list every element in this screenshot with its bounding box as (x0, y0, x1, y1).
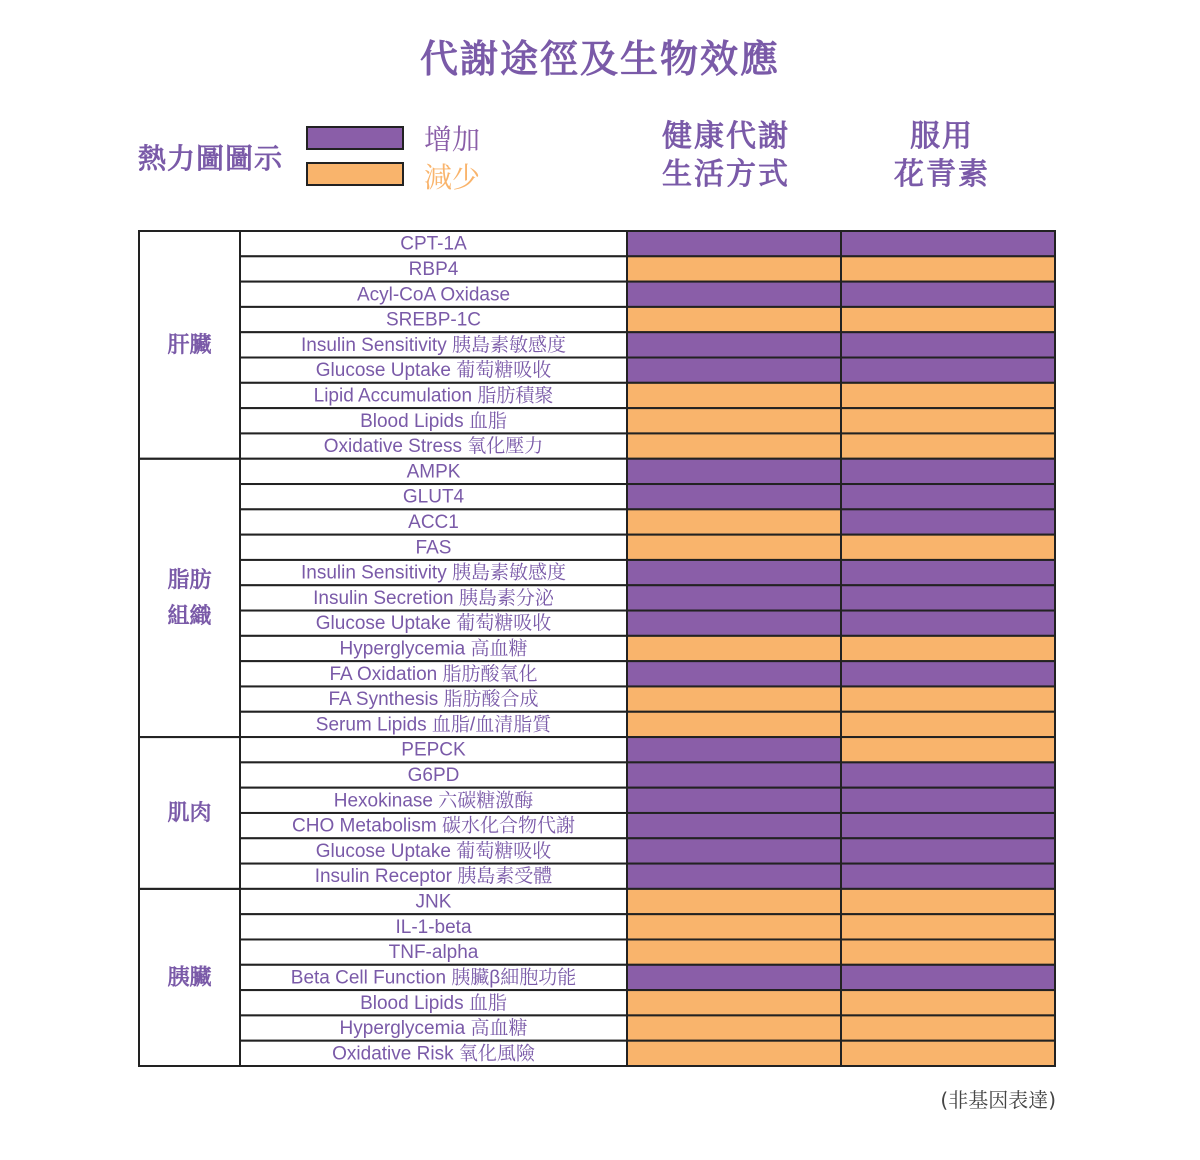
heatmap-cell (627, 737, 841, 762)
row-label: CPT-1A (400, 233, 467, 255)
heatmap-cell (627, 358, 841, 383)
row-label: Hyperglycemia 高血糖 (339, 1018, 528, 1040)
heatmap-cell (841, 231, 1055, 256)
row-label: Lipid Accumulation 脂肪積聚 (313, 385, 554, 407)
heatmap-cell (841, 636, 1055, 661)
column-header-line: 花青素 (894, 157, 990, 192)
row-label: Glucose Uptake 葡萄糖吸收 (315, 360, 552, 382)
heatmap-cell (841, 1041, 1055, 1066)
heatmap-cell (627, 1041, 841, 1066)
row-label: Insulin Sensitivity 胰島素敏感度 (300, 334, 567, 356)
heatmap-cell (627, 1015, 841, 1040)
heatmap-cell (627, 636, 841, 661)
row-label: Glucose Uptake 葡萄糖吸收 (315, 840, 552, 862)
heatmap-cell (627, 914, 841, 939)
row-label: G6PD (407, 765, 460, 787)
row-label: Serum Lipids 血脂/血清脂質 (315, 714, 552, 736)
heatmap-cell (841, 509, 1055, 534)
chart-title: 代謝途徑及生物效應 (419, 37, 780, 81)
heatmap-cell (841, 433, 1055, 458)
row-label: Acyl-CoA Oxidase (356, 284, 511, 306)
row-label: PEPCK (401, 739, 466, 761)
heatmap-cell (841, 1015, 1055, 1040)
row-label: FAS (415, 537, 452, 559)
heatmap-cell (627, 509, 841, 534)
column-header-line: 生活方式 (662, 157, 790, 192)
heatmap-cell (627, 307, 841, 332)
heatmap-cell (841, 914, 1055, 939)
row-label: Insulin Secretion 胰島素分泌 (313, 587, 554, 609)
heatmap-cell (627, 585, 841, 610)
heatmap-cell (841, 838, 1055, 863)
row-label: SREBP-1C (385, 309, 482, 331)
row-label: JNK (415, 891, 452, 913)
row-label: Oxidative Stress 氧化壓力 (323, 436, 544, 458)
row-label: FA Synthesis 脂肪酸合成 (328, 689, 539, 711)
row-label: FA Oxidation 脂肪酸氧化 (329, 663, 538, 685)
heatmap-cell (841, 939, 1055, 964)
heatmap-cell (841, 256, 1055, 281)
column-header-line: 健康代謝 (662, 119, 790, 154)
row-label: Insulin Receptor 胰島素受體 (314, 866, 553, 888)
row-label: Blood Lipids 血脂 (360, 992, 507, 1014)
row-label: CHO Metabolism 碳水化合物代謝 (292, 815, 575, 837)
row-label: Insulin Sensitivity 胰島素敏感度 (300, 562, 567, 584)
legend-decrease-label: 減少 (424, 161, 481, 194)
row-label: RBP4 (408, 258, 459, 280)
heatmap-cell (627, 939, 841, 964)
heatmap-cell (841, 535, 1055, 560)
heatmap-cell (841, 788, 1055, 813)
heatmap-cell (841, 661, 1055, 686)
heatmap-cell (627, 762, 841, 787)
group-label: 肝臟 (167, 332, 212, 358)
legend-increase-label: 增加 (424, 123, 481, 156)
heatmap-cell (841, 762, 1055, 787)
heatmap-cell (627, 332, 841, 357)
heatmap-cell (841, 813, 1055, 838)
heatmap-cell (841, 408, 1055, 433)
heatmap-cell (841, 965, 1055, 990)
heatmap-cell (841, 737, 1055, 762)
heatmap-cell (841, 585, 1055, 610)
heatmap-cell (627, 965, 841, 990)
footnote: (非基因表達) (940, 1088, 1056, 1112)
group-label: 胰臟 (167, 965, 212, 991)
heatmap-cell (627, 433, 841, 458)
heatmap-cell (627, 788, 841, 813)
row-label: ACC1 (408, 512, 459, 534)
heatmap-cell (627, 535, 841, 560)
heatmap-cell (627, 661, 841, 686)
heatmap-cell (841, 686, 1055, 711)
heatmap-cell (627, 560, 841, 585)
heatmap-cell (627, 459, 841, 484)
row-label: AMPK (406, 461, 461, 483)
row-label: Hexokinase 六碳糖激酶 (333, 790, 534, 812)
heatmap-cell (627, 813, 841, 838)
heatmap-cell (841, 307, 1055, 332)
heatmap-cell (627, 838, 841, 863)
heatmap-cell (627, 383, 841, 408)
heatmap-cell (841, 383, 1055, 408)
heatmap-cell (841, 560, 1055, 585)
heatmap-cell (627, 864, 841, 889)
row-label: Blood Lipids 血脂 (360, 410, 507, 432)
group-label: 肌肉 (167, 800, 212, 826)
heatmap-cell (627, 282, 841, 307)
group-cell (139, 459, 240, 737)
heatmap-cell (627, 484, 841, 509)
heatmap-cell (841, 864, 1055, 889)
heatmap-cell (841, 712, 1055, 737)
heatmap-cell (627, 611, 841, 636)
group-label: 脂肪 (167, 567, 212, 593)
heatmap-cell (841, 282, 1055, 307)
row-label: Hyperglycemia 高血糖 (339, 638, 528, 660)
heatmap-cell (841, 990, 1055, 1015)
row-label: Oxidative Risk 氧化風險 (332, 1043, 535, 1065)
row-label: Glucose Uptake 葡萄糖吸收 (315, 613, 552, 635)
heatmap-cell (841, 358, 1055, 383)
group-label: 組織 (167, 603, 212, 629)
heatmap-cell (841, 484, 1055, 509)
heatmap-cell (627, 231, 841, 256)
heatmap-cell (841, 611, 1055, 636)
row-label: TNF-alpha (388, 942, 479, 964)
heatmap-cell (627, 990, 841, 1015)
heatmap-cell (841, 459, 1055, 484)
heatmap-cell (627, 408, 841, 433)
heatmap-cell (841, 889, 1055, 914)
row-label: GLUT4 (402, 486, 465, 508)
heatmap-cell (841, 332, 1055, 357)
heatmap-cell (627, 712, 841, 737)
heatmap-cell (627, 889, 841, 914)
heatmap-cell (627, 256, 841, 281)
heatmap-cell (627, 686, 841, 711)
legend-title: 熱力圖圖示 (138, 142, 284, 175)
column-header-line: 服用 (910, 119, 974, 154)
row-label: Beta Cell Function 胰臟β細胞功能 (290, 967, 577, 989)
row-label: IL-1-beta (395, 916, 472, 938)
